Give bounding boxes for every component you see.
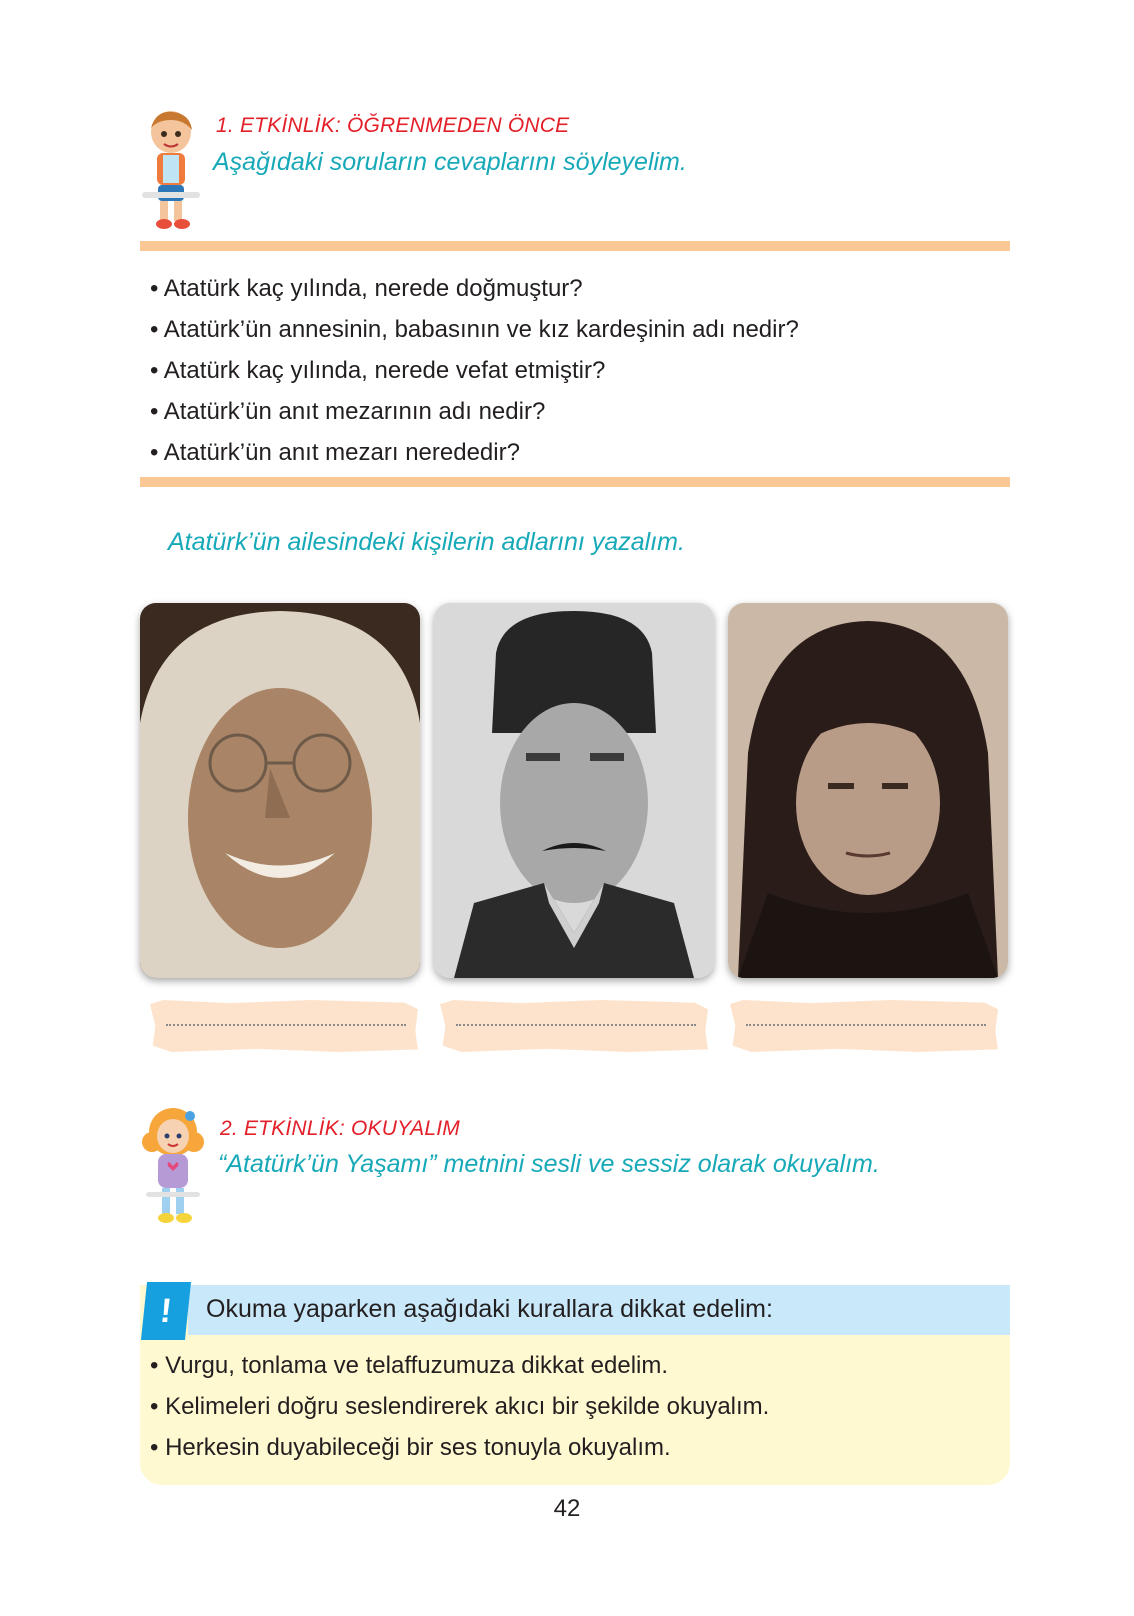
family-instruction: Atatürk’ün ailesindeki kişilerin adlarını yazalım. bbox=[168, 528, 685, 556]
question-item: • Atatürk’ün anıt mezarının adı nedir? bbox=[150, 391, 799, 432]
question-item: • Atatürk kaç yılında, nerede vefat etmiştir? bbox=[150, 350, 799, 391]
photo-father bbox=[434, 603, 714, 978]
top-orange-rule bbox=[140, 241, 1010, 251]
boy-character-illustration bbox=[138, 108, 204, 232]
answer-dotted-line bbox=[456, 1024, 696, 1026]
page-number: 42 bbox=[553, 1495, 581, 1522]
question-item: • Atatürk’ün anıt mezarı nerededir? bbox=[150, 432, 799, 473]
reading-rules-header bbox=[188, 1285, 1010, 1335]
bottom-orange-rule bbox=[140, 477, 1010, 487]
rule-item: • Vurgu, tonlama ve telaffuzumuza dikkat edelim. bbox=[150, 1345, 769, 1386]
answer-dotted-line bbox=[746, 1024, 986, 1026]
reading-rules-list bbox=[150, 1345, 769, 1468]
activity-1-instruction: Aşağıdaki soruların cevaplarını söyleyelim. bbox=[213, 148, 687, 176]
question-item: • Atatürk kaç yılında, nerede doğmuştur? bbox=[150, 268, 799, 309]
reading-rules-heading: Okuma yaparken aşağıdaki kurallara dikkat edelim: bbox=[206, 1295, 773, 1323]
answer-dotted-line bbox=[166, 1024, 406, 1026]
activity-2-tag: 2. ETKİNLİK: OKUYALIM bbox=[220, 1117, 460, 1140]
exclamation-icon: ! bbox=[141, 1282, 191, 1340]
rule-item: • Kelimeleri doğru seslendirerek akıcı bir şekilde okuyalım. bbox=[150, 1386, 769, 1427]
question-list bbox=[150, 268, 799, 473]
name-answer-field[interactable] bbox=[150, 1000, 418, 1052]
rule-item: • Herkesin duyabileceği bir ses tonuyla okuyalım. bbox=[150, 1427, 769, 1468]
activity-2-instruction: “Atatürk’ün Yaşamı” metnini sesli ve sessiz olarak okuyalım. bbox=[218, 1150, 880, 1178]
photo-mother bbox=[140, 603, 420, 978]
question-item: • Atatürk’ün annesinin, babasının ve kız kardeşinin adı nedir? bbox=[150, 309, 799, 350]
activity-1-tag: 1. ETKİNLİK: ÖĞRENMEDEN ÖNCE bbox=[216, 114, 570, 137]
girl-character-illustration bbox=[140, 1108, 206, 1228]
name-answer-field[interactable] bbox=[440, 1000, 708, 1052]
name-answer-field[interactable] bbox=[730, 1000, 998, 1052]
photo-sister bbox=[728, 603, 1008, 978]
